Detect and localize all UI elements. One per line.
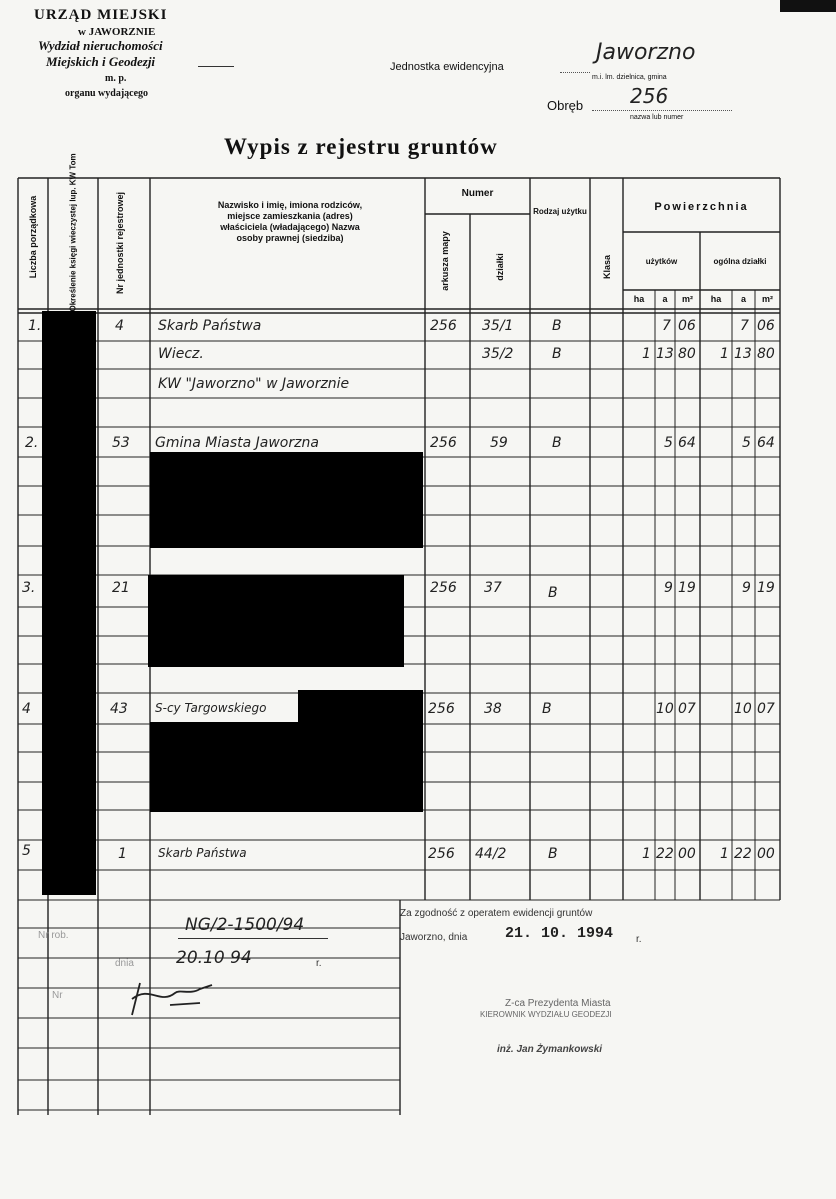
row3-dzialka: 37 xyxy=(484,580,502,596)
row5-o-a: 22 xyxy=(734,846,752,862)
row4-arkusz: 256 xyxy=(428,701,455,717)
header-klasa: Klasa xyxy=(602,254,612,280)
row4-dzialka: 38 xyxy=(484,701,502,717)
row3-rodzaj: B xyxy=(548,585,558,601)
row2-o-m: 64 xyxy=(757,435,775,451)
unit-ha-2: ha xyxy=(710,294,722,304)
office-stamp-line3: Wydział nieruchomości xyxy=(38,38,163,53)
reference-date: 20.10 94 xyxy=(176,948,252,968)
row3-u-a: 9 xyxy=(664,580,673,596)
row2-nr: 53 xyxy=(112,435,130,451)
office-stamp-line6: organu wydającego xyxy=(65,88,149,99)
row1-nr: 4 xyxy=(115,318,124,334)
row4-o-a: 10 xyxy=(734,701,752,717)
row5-u-m: 00 xyxy=(678,846,696,862)
unit-m2-2: m² xyxy=(762,294,773,304)
row5-nr: 1 xyxy=(118,846,127,862)
row3-arkusz: 256 xyxy=(430,580,457,596)
row1-o-m: 06 xyxy=(757,318,775,334)
row1-rodzaj: B xyxy=(552,318,562,334)
redaction-row3 xyxy=(148,575,404,667)
unit-m2-1: m² xyxy=(682,294,693,304)
office-stamp-line4: Miejskich i Geodezji xyxy=(46,54,156,69)
row4-u-m: 07 xyxy=(678,701,696,717)
header-uzytkow: użytków xyxy=(645,257,678,266)
row1b-o-ha: 1 xyxy=(720,346,729,362)
row1-name: Skarb Państwa xyxy=(158,318,262,334)
row1-lp: 1. xyxy=(28,318,42,334)
row2-u-a: 5 xyxy=(664,435,673,451)
row5-dzialka: 44/2 xyxy=(475,846,507,862)
row5-arkusz: 256 xyxy=(428,846,455,862)
row1b-dzialka: 35/2 xyxy=(482,346,514,362)
row3-o-m: 19 xyxy=(757,580,775,596)
ref-underline xyxy=(178,938,328,939)
place-date-label: Jaworzno, dnia xyxy=(400,932,468,943)
office-stamp-line5: m. p. xyxy=(105,73,127,84)
reference-suffix: r. xyxy=(316,958,322,969)
row1b-o-a: 13 xyxy=(734,346,752,362)
row5-lp: 5 xyxy=(22,843,31,859)
redaction-row2 xyxy=(150,452,423,548)
row4-lp: 4 xyxy=(22,701,31,717)
signature-department: KIEROWNIK WYDZIAŁU GEODEZJI xyxy=(480,1010,612,1019)
row5-o-m: 00 xyxy=(757,846,775,862)
row4-rodzaj: B xyxy=(542,701,552,717)
handwritten-signature xyxy=(120,975,220,1020)
row4-o-m: 07 xyxy=(757,701,775,717)
redaction-kw-column xyxy=(42,311,96,895)
unit-label: Jednostka ewidencyjna xyxy=(390,61,504,73)
row5-u-a: 22 xyxy=(656,846,674,862)
signature-name: inż. Jan Żymankowski xyxy=(497,1044,603,1055)
row1-u-m: 06 xyxy=(678,318,696,334)
agreement-text: Za zgodność z operatem ewidencji gruntów xyxy=(400,908,593,919)
row5-name: Skarb Państwa xyxy=(158,846,247,860)
row4-name: S-cy Targowskiego xyxy=(155,701,267,715)
row3-o-a: 9 xyxy=(742,580,751,596)
row2-arkusz: 256 xyxy=(430,435,457,451)
row1-u-a: 7 xyxy=(662,318,671,334)
unit-value: Jaworzno xyxy=(596,40,696,65)
obreb-caption: nazwa lub numer xyxy=(630,114,684,121)
row1b-o-m: 80 xyxy=(757,346,775,362)
obreb-label: Obręb xyxy=(547,98,584,113)
row1b-rodzaj: B xyxy=(552,346,562,362)
left-label-nr-rob: Nr rob. xyxy=(38,930,69,941)
row1-o-a: 7 xyxy=(740,318,749,334)
unit-caption: m.i. lm. dzielnica, gmina xyxy=(592,74,667,81)
row1b-name: Wiecz. xyxy=(158,346,204,362)
row1b-u-a: 13 xyxy=(656,346,674,362)
reference-number: NG/2-1500/94 xyxy=(185,915,305,935)
redaction-row4 xyxy=(150,722,423,812)
row3-nr: 21 xyxy=(112,580,130,596)
unit-a-1: a xyxy=(662,294,668,304)
signature-title: Z-ca Prezydenta Miasta xyxy=(505,998,611,1009)
row5-o-ha: 1 xyxy=(720,846,729,862)
header-kw: Określenie księgi wieczystej lup. KW Tom xyxy=(68,153,78,312)
header-powierzchnia: Powierzchnia xyxy=(654,201,749,213)
office-stamp-line1: URZĄD MIEJSKI xyxy=(34,7,168,23)
header-dzialki: działki xyxy=(495,253,505,281)
row2-rodzaj: B xyxy=(552,435,562,451)
unit-a-2: a xyxy=(740,294,746,304)
left-label-nr: Nr xyxy=(52,990,63,1001)
row2-u-m: 64 xyxy=(678,435,696,451)
header-numer: Numer xyxy=(461,188,494,199)
header-arkusz: arkusza mapy xyxy=(440,231,450,291)
office-stamp-line2: w JAWORZNIE xyxy=(78,26,156,38)
left-label-dnia: dnia xyxy=(115,958,134,969)
row2-lp: 2. xyxy=(25,435,39,451)
header-ogolna: ogólna działki xyxy=(713,257,767,266)
row3-u-m: 19 xyxy=(678,580,696,596)
unit-ha-1: ha xyxy=(633,294,645,304)
row3-lp: 3. xyxy=(22,580,36,596)
row2-name: Gmina Miasta Jaworzna xyxy=(155,435,319,451)
redaction-row4-top xyxy=(298,690,423,724)
row1b-u-ha: 1 xyxy=(642,346,651,362)
obreb-value: 256 xyxy=(630,84,669,108)
document-title: Wypis z rejestru gruntów xyxy=(224,134,498,159)
row1-arkusz: 256 xyxy=(430,318,457,334)
row4-u-a: 10 xyxy=(656,701,674,717)
stamp-date: 21. 10. 1994 xyxy=(505,925,614,942)
row1b-u-m: 80 xyxy=(678,346,696,362)
row1-dzialka: 35/1 xyxy=(482,318,514,334)
row2-dzialka: 59 xyxy=(490,435,508,451)
year-suffix: r. xyxy=(636,934,642,945)
header-name: Nazwisko i imię, imiona rodziców, miejsce zamieszkania (adres) właściciela (władającego) Nazwa osoby prawnej (siedziba) xyxy=(217,200,363,243)
header-lp: Liczba porządkowa xyxy=(28,195,38,279)
row2-o-a: 5 xyxy=(742,435,751,451)
header-rodzaj: Rodzaj użytku xyxy=(533,207,587,216)
header-nr: Nr jednostki rejestrowej xyxy=(115,191,125,295)
row4-nr: 43 xyxy=(110,701,128,717)
row5-u-ha: 1 xyxy=(642,846,651,862)
row5-rodzaj: B xyxy=(548,846,558,862)
row1c-name: KW "Jaworzno" w Jaworznie xyxy=(158,376,350,392)
